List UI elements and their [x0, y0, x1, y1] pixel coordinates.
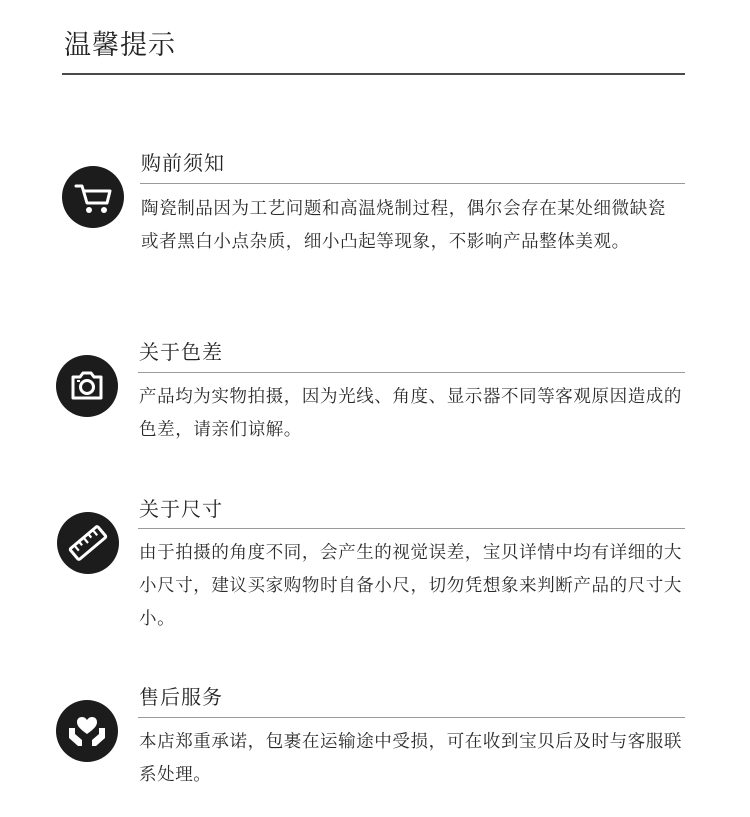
ruler-icon [57, 512, 119, 574]
section-heading: 购前须知 [141, 151, 225, 175]
section-divider [138, 717, 685, 718]
section-heading: 关于色差 [139, 340, 223, 364]
heart-hands-icon [56, 700, 118, 762]
section-body: 陶瓷制品因为工艺问题和高温烧制过程，偶尔会存在某处细微缺瓷或者黑白小点杂质，细小凸起等现象，不影响产品整体美观。 [141, 199, 666, 252]
section-divider [140, 183, 685, 184]
page-title: 温馨提示 [64, 30, 176, 61]
section-body: 产品均为实物拍摄，因为光线、角度、显示器不同等客观原因造成的色差，请亲们谅解。 [139, 387, 682, 440]
shopping-cart-icon [62, 166, 124, 228]
section-divider [138, 528, 685, 529]
section-divider [138, 372, 685, 373]
section-body: 由于拍摄的角度不同，会产生的视觉误差，宝贝详情中均有详细的大小尺寸，建议买家购物时自备小尺，切勿凭想象来判断产品的尺寸大小。 [139, 543, 682, 629]
section-body: 本店郑重承诺，包裹在运输途中受损，可在收到宝贝后及时与客服联系处理。 [139, 732, 682, 785]
section-heading: 关于尺寸 [139, 497, 223, 521]
section-heading: 售后服务 [139, 685, 223, 709]
title-divider [62, 73, 685, 75]
camera-icon [56, 355, 118, 417]
